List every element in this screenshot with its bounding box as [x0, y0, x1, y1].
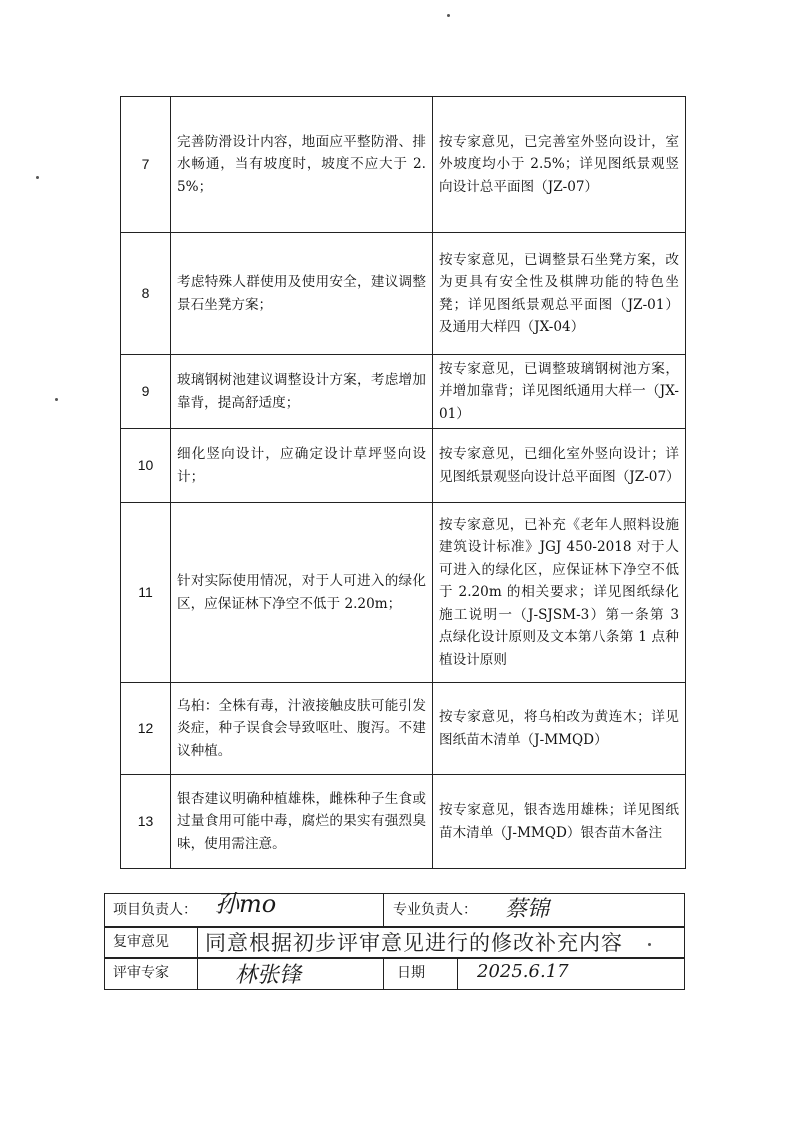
recheck-handwriting: 同意根据初步评审意见进行的修改补充内容 — [205, 931, 623, 955]
design-reply: 按专家意见，银杏选用雄株；详见图纸苗木清单（J-MMQD）银杏苗木备注 — [433, 775, 686, 869]
specialty-leader-signature: 蔡锦 — [505, 897, 550, 922]
expert-opinion: 玻璃钢树池建议调整设计方案，考虑增加靠背，提高舒适度； — [171, 355, 433, 429]
table-row — [121, 683, 686, 775]
row-number: 9 — [121, 355, 171, 429]
project-leader-signature: 孙mo — [215, 890, 277, 918]
table-row — [121, 775, 686, 869]
footer-row-recheck — [104, 926, 685, 959]
scan-speck — [55, 398, 58, 401]
table-row — [121, 97, 686, 233]
scan-speck — [447, 14, 450, 17]
design-reply: 按专家意见，已完善室外竖向设计，室外坡度均小于 2.5%；详见图纸景观竖向设计总平面图（JZ-07） — [433, 97, 686, 233]
table-row — [121, 429, 686, 503]
footer-row-expert — [104, 957, 685, 990]
expert-opinion: 针对实际使用情况，对于人可进入的绿化区，应保证林下净空不低于 2.20m； — [171, 503, 433, 683]
signature-block — [104, 890, 685, 1020]
expert-opinion: 完善防滑设计内容，地面应平整防滑、排水畅通，当有坡度时，坡度不应大于 2.5%； — [171, 97, 433, 233]
footer-row-leaders — [104, 890, 685, 928]
scan-speck — [36, 176, 39, 179]
row-number: 12 — [121, 683, 171, 775]
expert-opinion: 银杏建议明确种植雄株，雌株种子生食或过量食用可能中毒，腐烂的果实有强烈臭味，使用需注意。 — [171, 775, 433, 869]
design-reply: 按专家意见，已调整景石坐凳方案，改为更具有安全性及棋牌功能的特色坐凳；详见图纸景观总平面图（JZ-01）及通用大样四（JX-04） — [433, 233, 686, 355]
expert-label: 评审专家 — [113, 965, 169, 981]
date-handwritten: 2025.6.17 — [477, 961, 569, 982]
specialty-leader-label: 专业负责人： — [393, 902, 477, 918]
row-number: 10 — [121, 429, 171, 503]
recheck-label: 复审意见 — [113, 934, 169, 950]
row-number: 13 — [121, 775, 171, 869]
expert-opinion: 细化竖向设计，应确定设计草坪竖向设计； — [171, 429, 433, 503]
expert-opinion: 乌桕：全株有毒，汁液接触皮肤可能引发炎症，种子误食会导致呕吐、腹泻。不建议种植。 — [171, 683, 433, 775]
expert-signature: 林张锋 — [235, 963, 302, 988]
project-leader-label: 项目负责人： — [113, 902, 197, 918]
table-row — [121, 503, 686, 683]
row-number: 11 — [121, 503, 171, 683]
design-reply: 按专家意见，已补充《老年人照料设施建筑设计标准》JGJ 450-2018 对于人可进入的绿化区，应保证林下净空不低于 2.20m 的相关要求；详见图纸绿化施工说明一（J-SJSM-3）第一条第 3 点绿化设计原则及文本第八条第 1 点种植设计原则 — [433, 503, 686, 683]
review-table — [120, 96, 686, 869]
design-reply: 按专家意见，已调整玻璃钢树池方案，并增加靠背；详见图纸通用大样一（JX-01） — [433, 355, 686, 429]
table-row — [121, 233, 686, 355]
design-reply: 按专家意见，将乌桕改为黄连木；详见图纸苗木清单（J-MMQD） — [433, 683, 686, 775]
date-label: 日期 — [397, 965, 425, 981]
design-reply: 按专家意见，已细化室外竖向设计；详见图纸景观竖向设计总平面图（JZ-07） — [433, 429, 686, 503]
row-number: 7 — [121, 97, 171, 233]
expert-opinion: 考虑特殊人群使用及使用安全，建议调整景石坐凳方案； — [171, 233, 433, 355]
row-number: 8 — [121, 233, 171, 355]
table-row — [121, 355, 686, 429]
